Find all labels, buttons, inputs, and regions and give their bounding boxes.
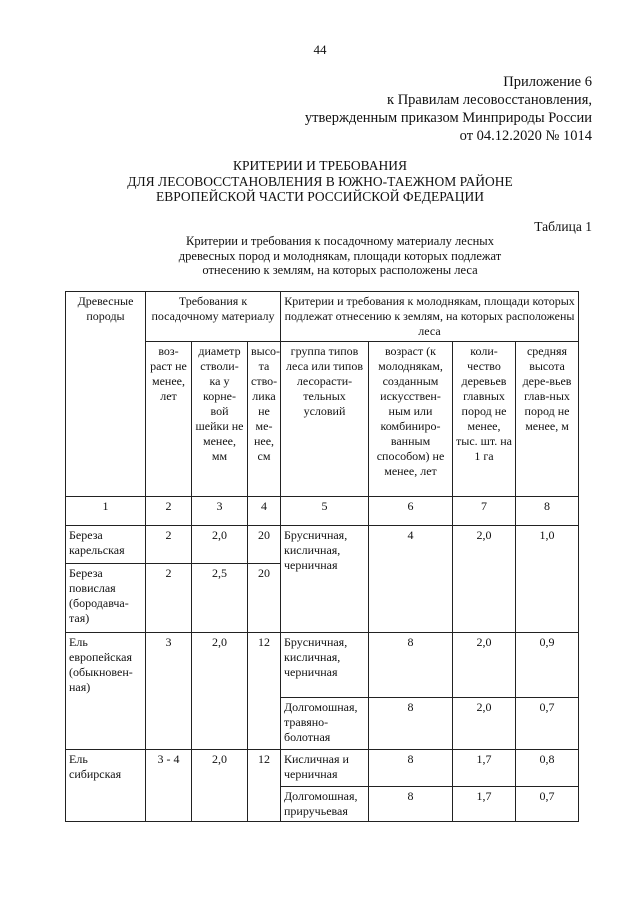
appendix-line: утвержденным приказом Минприроды России (304, 110, 592, 126)
column-number: 4 (248, 497, 281, 526)
young-age-cell: 8 (369, 697, 453, 749)
species-cell: Береза карельская (66, 526, 146, 564)
subheader-age: воз-раст не менее, лет (146, 342, 192, 497)
column-number-row (66, 497, 579, 526)
header-species: Древесные породы (66, 292, 146, 497)
count-cell: 1,7 (453, 786, 516, 821)
column-number: 5 (281, 497, 369, 526)
document-title (0, 158, 640, 205)
young-age-cell: 4 (369, 526, 453, 633)
table-caption (160, 234, 520, 278)
caption-line: Критерии и требования к посадочному материалу лесных (186, 234, 494, 248)
subheader-diameter: диаметр стволи-ка у корне-вой шейки не менее, мм (192, 342, 248, 497)
species-cell: Береза повислая (бородавча-тая) (66, 564, 146, 633)
avg-height-cell: 0,7 (516, 786, 579, 821)
count-cell: 1,7 (453, 749, 516, 786)
age-cell: 3 (146, 633, 192, 698)
title-line: ЕВРОПЕЙСКОЙ ЧАСТИ РОССИЙСКОЙ ФЕДЕРАЦИИ (156, 189, 484, 204)
title-line: ДЛЯ ЛЕСОВОССТАНОВЛЕНИЯ В ЮЖНО-ТАЕЖНОМ РАЙОНЕ (127, 173, 513, 189)
subheader-young-age: возраст (к молоднякам, созданным искусствен-ным или комбиниро-ванным способом) не менее, лет (369, 342, 453, 497)
criteria-table (65, 291, 579, 822)
avg-height-cell: 0,8 (516, 749, 579, 786)
count-cell: 2,0 (453, 697, 516, 749)
column-number: 3 (192, 497, 248, 526)
forest-type-cell: Брусничная, кисличная, черничная (281, 633, 369, 698)
forest-type-cell: Кисличная и черничная (281, 749, 369, 786)
forest-type-cell: Долгомошная, приручьевая (281, 786, 369, 821)
height-cell: 12 (248, 633, 281, 698)
avg-height-cell: 1,0 (516, 526, 579, 633)
column-number: 6 (369, 497, 453, 526)
diameter-cell: 2,0 (192, 633, 248, 698)
column-number: 2 (146, 497, 192, 526)
appendix-line: от 04.12.2020 № 1014 (459, 128, 592, 144)
diameter-cell: 2,0 (192, 749, 248, 786)
avg-height-cell: 0,7 (516, 697, 579, 749)
table-label: Таблица 1 (534, 219, 592, 234)
table-header-row (66, 292, 579, 342)
appendix-line: к Правилам лесовосстановления, (387, 92, 592, 108)
caption-line: древесных пород и молоднякам, площади которых подлежат (178, 248, 502, 263)
page-number: 44 (313, 42, 327, 57)
height-cell: 12 (248, 749, 281, 786)
table-row (66, 697, 579, 749)
age-cell: 2 (146, 564, 192, 633)
subheader-count: коли-чество деревьев главных пород не менее, тыс. шт. на 1 га (453, 342, 516, 497)
young-age-cell: 8 (369, 786, 453, 821)
forest-type-cell: Долгомошная, травяно-болотная (281, 697, 369, 749)
height-cell: 20 (248, 564, 281, 633)
header-young-stands: Критерии и требования к молоднякам, площади которых подлежат отнесению к землям, на которых расположены леса (281, 292, 579, 342)
subheader-height: высо-та ство-лика не ме-нее, см (248, 342, 281, 497)
age-cell: 2 (146, 526, 192, 564)
count-cell: 2,0 (453, 526, 516, 633)
caption-line: отнесению к землям, на которых расположены леса (202, 263, 478, 277)
species-cell: Ель сибирская (66, 749, 146, 786)
table-row (66, 749, 579, 786)
table-row (66, 526, 579, 564)
diameter-cell: 2,0 (192, 526, 248, 564)
table-row (66, 786, 579, 821)
column-number: 8 (516, 497, 579, 526)
subheader-forest-type: группа типов леса или типов лесорасти-тельных условий (281, 342, 369, 497)
header-planting-material: Требования к посадочному материалу (146, 292, 281, 342)
age-cell: 3 - 4 (146, 749, 192, 786)
appendix-line: Приложение 6 (503, 74, 592, 90)
appendix-header (305, 73, 592, 145)
diameter-cell: 2,5 (192, 564, 248, 633)
height-cell: 20 (248, 526, 281, 564)
column-number: 1 (66, 497, 146, 526)
young-age-cell: 8 (369, 633, 453, 698)
column-number: 7 (453, 497, 516, 526)
table-row (66, 633, 579, 698)
avg-height-cell: 0,9 (516, 633, 579, 698)
species-cell: Ель европейская (обыкновен-ная) (66, 633, 146, 698)
title-line: КРИТЕРИИ И ТРЕБОВАНИЯ (232, 158, 408, 173)
young-age-cell: 8 (369, 749, 453, 786)
subheader-avg-height: средняя высота дере-вьев глав-ных пород не менее, м (516, 342, 579, 497)
forest-type-cell: Брусничная, кисличная, черничная (281, 526, 369, 633)
count-cell: 2,0 (453, 633, 516, 698)
